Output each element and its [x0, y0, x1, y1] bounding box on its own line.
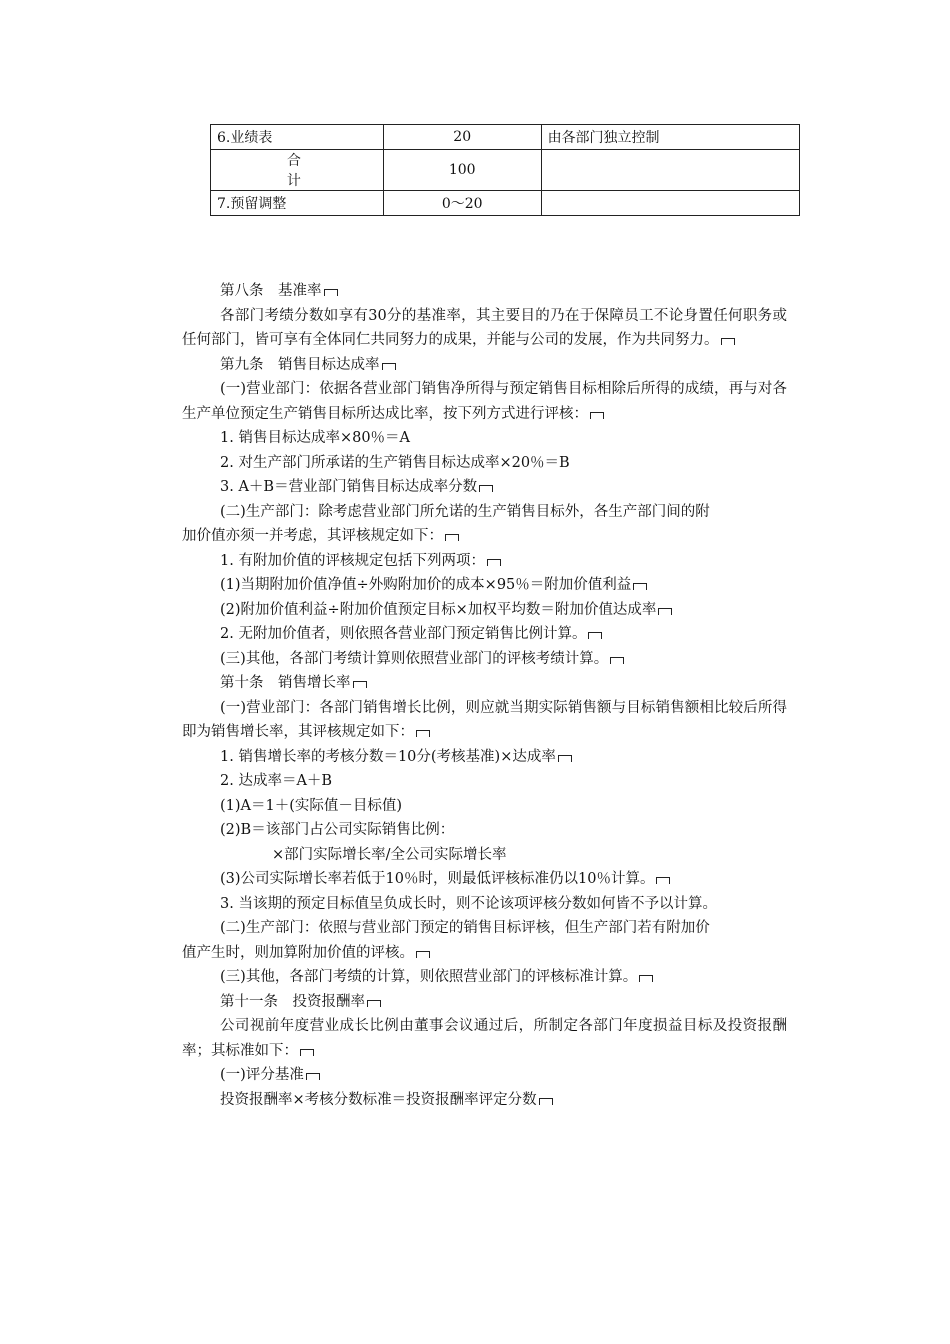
table-cell-score: 100	[383, 150, 541, 191]
paragraph: 1. 销售增长率的考核分数＝10分(考核基准)×达成率	[182, 745, 787, 770]
paragraph-mark-icon	[353, 681, 367, 688]
paragraph: 加价值亦须一并考虑，其评核规定如下：	[182, 524, 787, 549]
paragraph: 值产生时，则加算附加价值的评核。	[182, 941, 787, 966]
paragraph: 1. 销售目标达成率×80％＝A	[220, 430, 411, 446]
paragraph: 2. 达成率＝A＋B	[220, 773, 333, 789]
table-cell-score: 20	[383, 125, 541, 150]
paragraph-mark-icon	[588, 632, 602, 639]
paragraph-mark-icon	[416, 730, 430, 737]
paragraph: (三)其他，各部门考绩计算则依照营业部门的评核考绩计算。	[182, 647, 787, 672]
paragraph-mark-icon	[658, 608, 672, 615]
paragraph: (一)营业部门：各部门销售增长比例，则应就当期实际销售额与目标销售额相比较后所得即为销售增长率，其评核规定如下：	[182, 699, 787, 740]
paragraph-mark-icon	[558, 755, 572, 762]
paragraph-mark-icon	[300, 1049, 314, 1056]
paragraph-mark-icon	[487, 559, 501, 566]
paragraph-mark-icon	[721, 338, 735, 345]
paragraph-mark-icon	[306, 1073, 320, 1080]
paragraph: 公司视前年度营业成长比例由董事会议通过后，所制定各部门年度损益目标及投资报酬率；其标准如下：	[182, 1018, 787, 1059]
paragraph: (2)B＝该部门占公司实际销售比例：	[220, 822, 455, 838]
paragraph-mark-icon	[382, 363, 396, 370]
table-cell-note	[541, 150, 799, 191]
table-row	[211, 191, 800, 216]
paragraph-mark-icon	[367, 1000, 381, 1007]
table-cell-item: 7.预留调整	[211, 191, 384, 216]
article-heading: 第十条 销售增长率	[182, 671, 787, 696]
paragraph: (二)生产部门：除考虑营业部门所允诺的生产销售目标外，各生产部门间的附	[220, 503, 710, 520]
paragraph: 3. 当该期的预定目标值呈负成长时，则不论该项评核分数如何皆不予以计算。	[220, 895, 717, 912]
table-cell-score: 0～20	[383, 191, 541, 216]
paragraph-mark-icon	[324, 289, 338, 296]
table-cell-note	[541, 191, 799, 216]
paragraph-mark-icon	[590, 412, 604, 419]
score-table	[210, 124, 800, 216]
article-heading: 第十一条 投资报酬率	[182, 990, 787, 1015]
paragraph: (1)A＝1＋(实际值－目标值)	[220, 797, 403, 814]
table-row	[211, 150, 800, 191]
paragraph: (三)其他，各部门考绩的计算，则依照营业部门的评核标准计算。	[182, 965, 787, 990]
table-cell-item: 6.业绩表	[211, 125, 384, 150]
paragraph: (3)公司实际增长率若低于10％时，则最低评核标准仍以10％计算。	[182, 867, 787, 892]
paragraph: (1)当期附加价值净值÷外购附加价的成本×95％＝附加价值利益	[182, 573, 787, 598]
paragraph-mark-icon	[633, 583, 647, 590]
paragraph: ×部门实际增长率/全公司实际增长率	[272, 846, 507, 863]
paragraph: 2. 无附加价值者，则依照各营业部门预定销售比例计算。	[182, 622, 787, 647]
table-row	[211, 125, 800, 150]
article-heading: 第九条 销售目标达成率	[182, 353, 787, 378]
paragraph-mark-icon	[539, 1098, 553, 1105]
paragraph-mark-icon	[416, 951, 430, 958]
table-cell-item: 合计	[211, 150, 384, 191]
article-heading: 第八条 基准率	[182, 279, 787, 304]
paragraph-mark-icon	[639, 975, 653, 982]
paragraph: 各部门考绩分数如享有30分的基准率，其主要目的乃在于保障员工不论身置任何职务或任何部门，皆可享有全体同仁共同努力的成果，并能与公司的发展，作为共同努力。	[182, 307, 787, 348]
paragraph-mark-icon	[656, 877, 670, 884]
paragraph: (一)营业部门：依据各营业部门销售净所得与预定销售目标相除后所得的成绩，再与对各生产单位预定生产销售目标所达成比率，按下列方式进行评核：	[182, 381, 787, 422]
paragraph: (2)附加价值利益÷附加价值预定目标×加权平均数＝附加价值达成率	[182, 598, 787, 623]
paragraph: (二)生产部门：依照与营业部门预定的销售目标评核，但生产部门若有附加价	[220, 920, 710, 936]
paragraph: 1. 有附加价值的评核规定包括下列两项：	[182, 549, 787, 574]
paragraph: (一)评分基准	[182, 1063, 787, 1088]
paragraph: 3. A＋B＝营业部门销售目标达成率分数	[182, 475, 787, 500]
paragraph: 投资报酬率×考核分数标准＝投资报酬率评定分数	[182, 1088, 787, 1113]
table-cell-note: 由各部门独立控制	[541, 125, 799, 150]
paragraph: 2. 对生产部门所承诺的生产销售目标达成率×20％＝B	[220, 454, 570, 471]
paragraph-mark-icon	[610, 657, 624, 664]
paragraph-mark-icon	[445, 534, 459, 541]
document-body	[182, 279, 787, 1112]
paragraph-mark-icon	[479, 485, 493, 492]
